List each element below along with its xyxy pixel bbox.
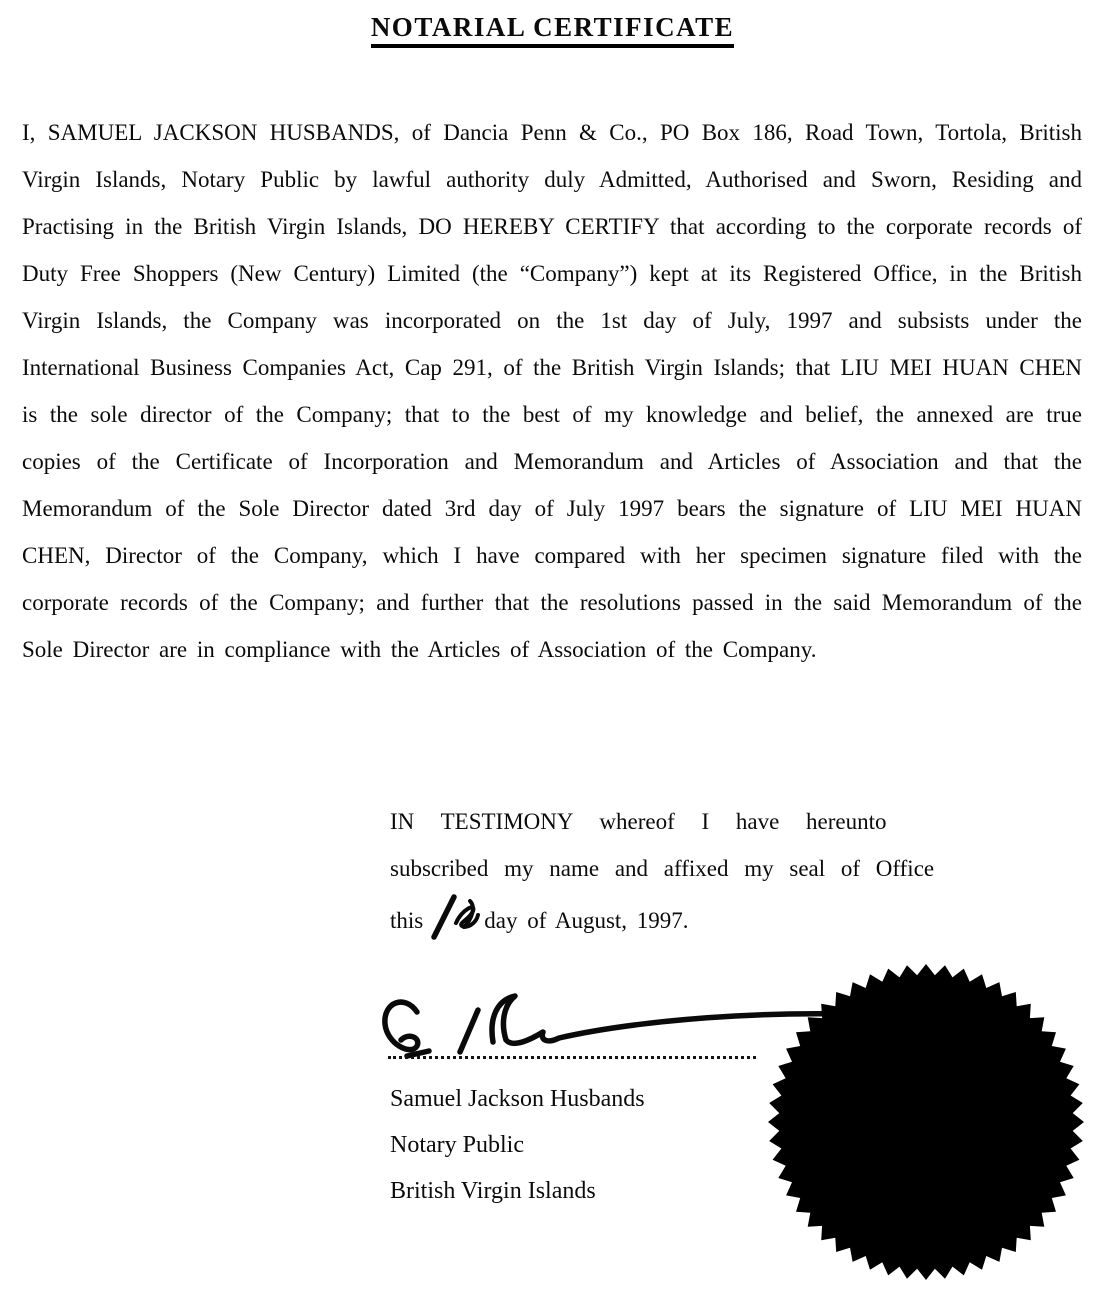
signatory-location: British Virgin Islands bbox=[390, 1178, 596, 1204]
testimony-line-2: subscribed my name and affixed my seal of Office bbox=[390, 856, 935, 881]
document-title bbox=[0, 12, 1105, 48]
testimony-line-3-prefix: this bbox=[390, 908, 424, 933]
signature-dotted-line bbox=[388, 1038, 756, 1059]
testimony-line-3 bbox=[390, 892, 970, 956]
certificate-body-paragraph: I, SAMUEL JACKSON HUSBANDS, of Dancia Penn & Co., PO Box 186, Road Town, Tortola, British Virgin Islands, Notary Public by lawful authority duly Admitted, Authorised and Sworn, Residing and Practising in the British Virgin Islands, DO HEREBY CERTIFY that according to the corporate records of Duty Free Shoppers (New Century) Limited (the “Company”) kept at its Registered Office, in the British Virgin Islands, the Company was incorporated on the 1st day of July, 1997 and subsists under the International Business Companies Act, Cap 291, of the British Virgin Islands; that LIU MEI HUAN CHEN is the sole director of the Company; that to the best of my knowledge and belief, the annexed are true copies of the Certificate of Incorporation and Memorandum and Articles of Association and that the Memorandum of the Sole Director dated 3rd day of July 1997 bears the signature of LIU MEI HUAN CHEN, Director of the Company, which I have compared with her specimen signature filed with the corporate records of the Company; and further that the resolutions passed in the said Memorandum of the Sole Director are in compliance with the Articles of Association of the Company. bbox=[22, 120, 1082, 662]
document-title-text: NOTARIAL CERTIFICATE bbox=[371, 12, 734, 48]
testimony-line-1: IN TESTIMONY whereof I have hereunto bbox=[390, 809, 887, 834]
notary-seal-icon bbox=[766, 962, 1086, 1282]
handwritten-day-icon bbox=[424, 892, 482, 956]
signatory-name: Samuel Jackson Husbands bbox=[390, 1086, 645, 1112]
signatory-title: Notary Public bbox=[390, 1132, 524, 1158]
testimony-line-3-suffix: day of August, 1997. bbox=[484, 908, 689, 933]
testimony-block bbox=[390, 798, 970, 956]
notary-seal-shape bbox=[768, 964, 1084, 1280]
